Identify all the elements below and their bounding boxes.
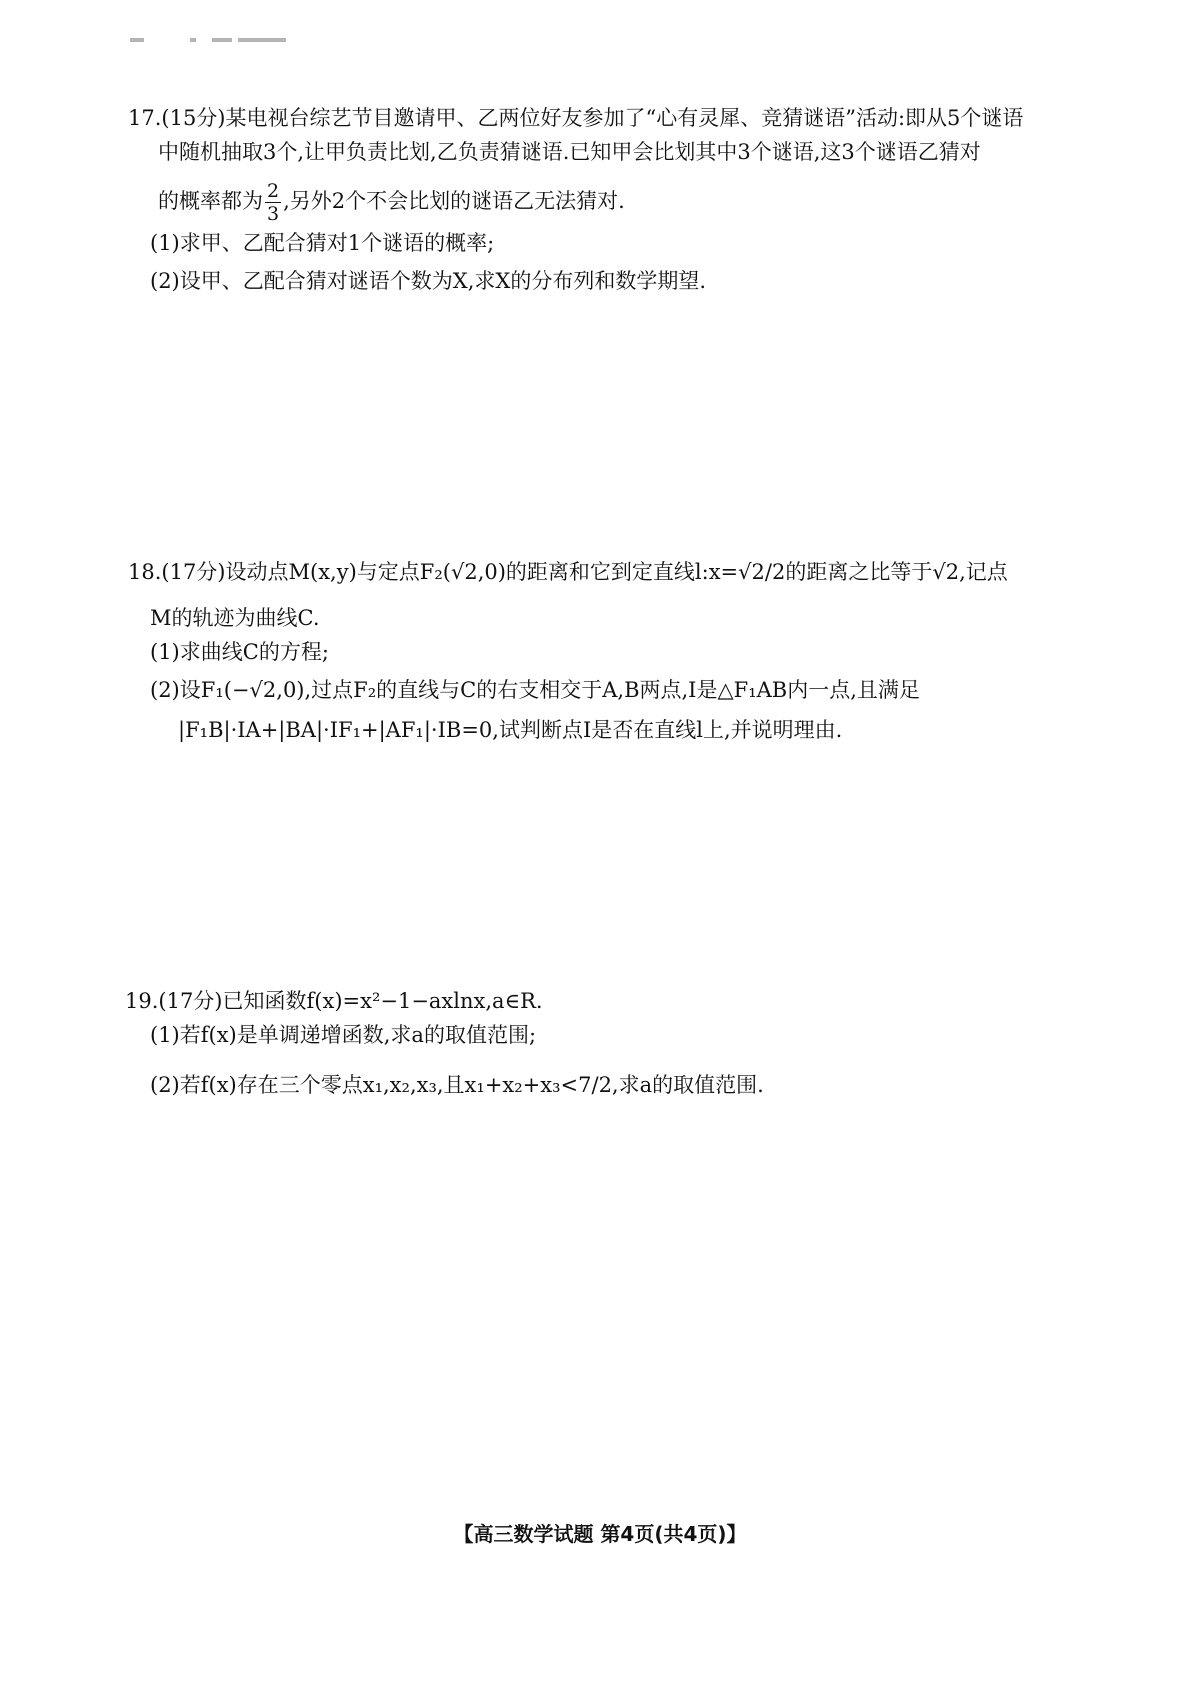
q17-fraction: $\frac{2}{3}$ bbox=[267, 180, 280, 225]
q17-line3: 的概率都为 $\frac{2}{3}$ ,另外2个不会比划的谜语乙无法猜对. bbox=[158, 180, 625, 225]
q18-part1: (1)求曲线C的方程; bbox=[150, 640, 329, 664]
q19-part2: (2)若f(x)存在三个零点x₁,x₂,x₃,且x₁+x₂+x₃<7/2,求a的取值范围. bbox=[150, 1073, 764, 1097]
q17-line2: 中随机抽取3个,让甲负责比划,乙负责猜谜语.已知甲会比划其中3个谜语,这3个谜语乙猜对 bbox=[158, 140, 981, 164]
q17-line1: 17.(15分)某电视台综艺节目邀请甲、乙两位好友参加了“心有灵犀、竞猜谜语”活动:即从5个谜语 bbox=[128, 106, 1024, 130]
q19-part1: (1)若f(x)是单调递增函数,求a的取值范围; bbox=[150, 1023, 537, 1047]
q18-line2: M的轨迹为曲线C. bbox=[150, 606, 320, 630]
q18-part2-line1: (2)设F₁(−√2,0),过点F₂的直线与C的右支相交于A,B两点,I是△F₁AB内一点,且满足 bbox=[150, 678, 920, 702]
q18-line1: 18.(17分)设动点M(x,y)与定点F₂(√2,0)的距离和它到定直线l:x=√2/2的距离之比等于√2,记点 bbox=[128, 560, 1008, 584]
q17-part1: (1)求甲、乙配合猜对1个谜语的概率; bbox=[150, 231, 495, 255]
page-footer: 【高三数学试题 第4页(共4页)】 bbox=[453, 1522, 747, 1546]
q18-part2-line2: |F₁B|·IA+|BA|·IF₁+|AF₁|·IB=0,试判断点I是否在直线l上,并说明理由. bbox=[178, 718, 843, 742]
q17-part2: (2)设甲、乙配合猜对谜语个数为X,求X的分布列和数学期望. bbox=[150, 269, 706, 293]
scan-artifact bbox=[130, 38, 286, 48]
q19-line1: 19.(17分)已知函数f(x)=x²−1−axlnx,a∈R. bbox=[125, 989, 543, 1013]
